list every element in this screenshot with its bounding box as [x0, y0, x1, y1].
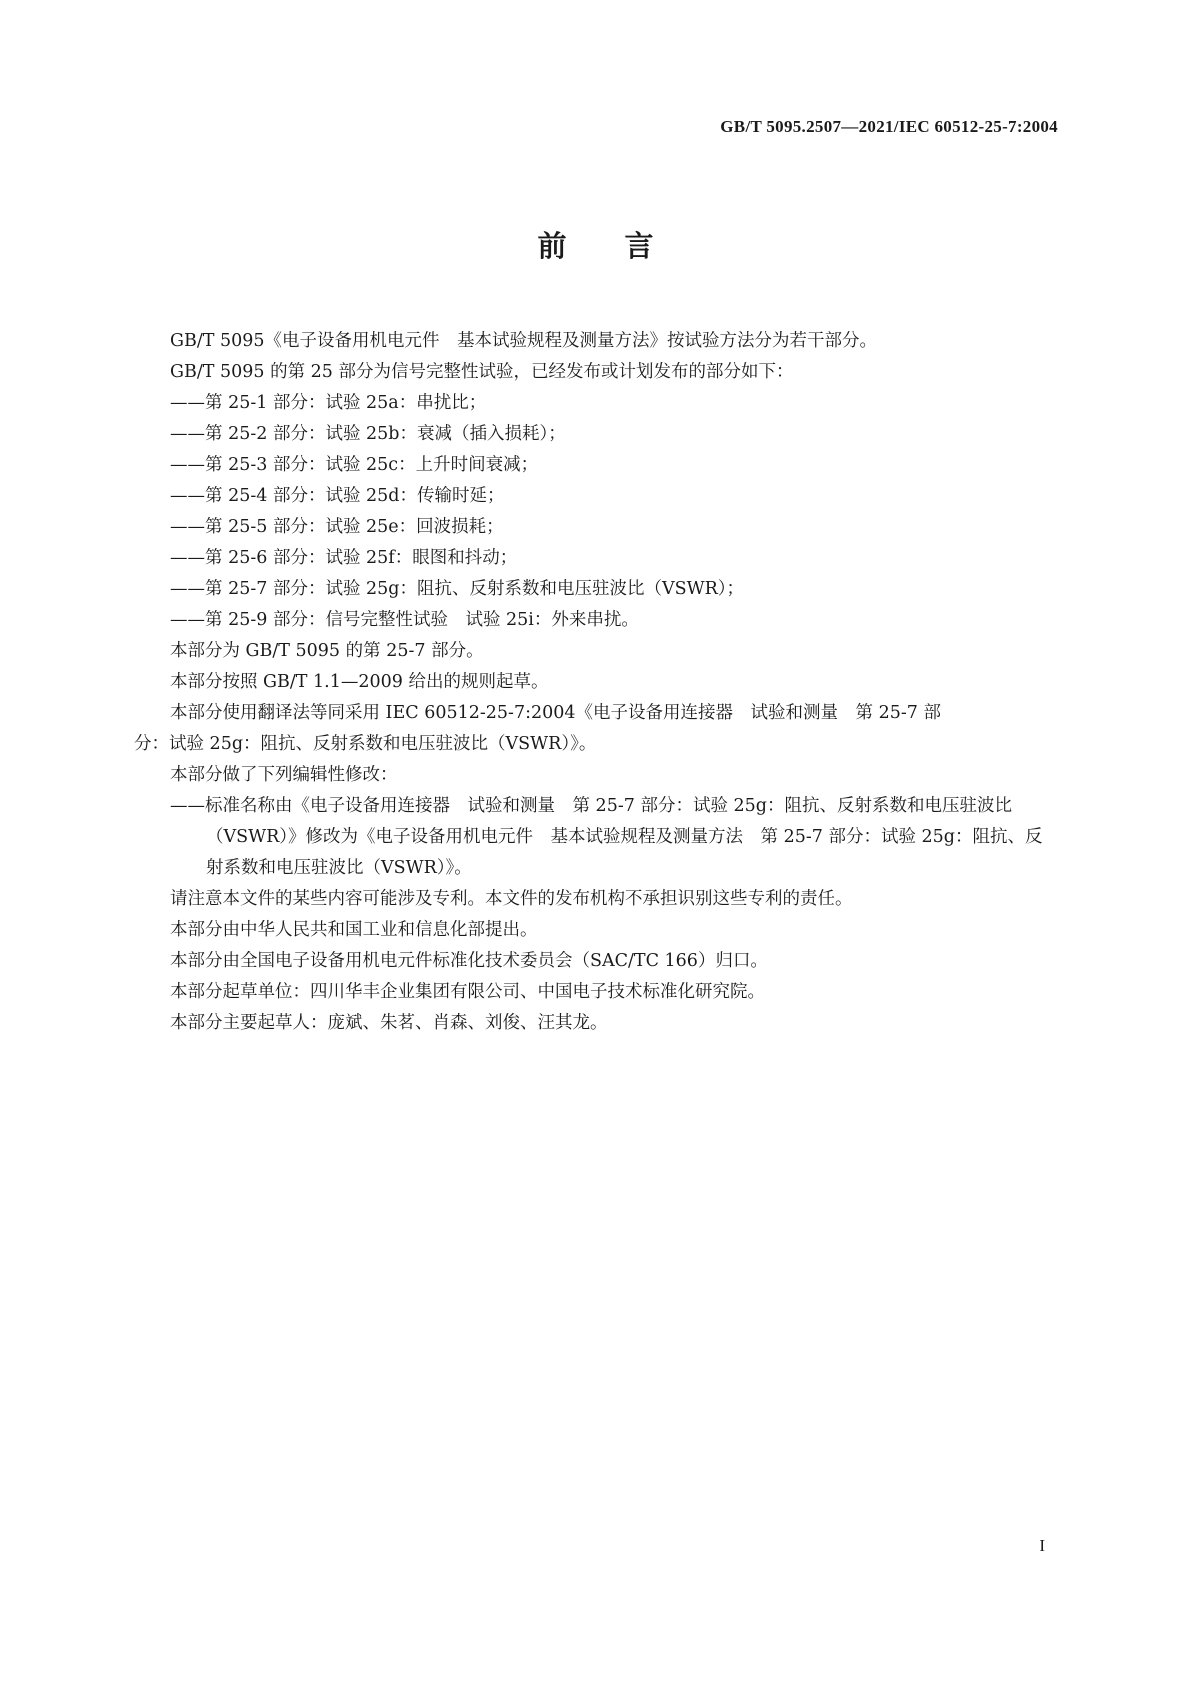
- paragraph-drafters: 本部分主要起草人：庞斌、朱茗、肖森、刘俊、汪其龙。: [170, 1013, 608, 1033]
- standard-number-header: GB/T 5095.2507—2021/IEC 60512-25-7:2004: [720, 117, 1058, 136]
- list-item: ——第 25-7 部分：试验 25g：阻抗、反射系数和电压驻波比（VSWR）；: [170, 579, 745, 599]
- list-item: ——第 25-5 部分：试验 25e：回波损耗；: [170, 517, 504, 537]
- editorial-change-item: ——标准名称由《电子设备用连接器 试验和测量 第 25-7 部分：试验 25g：阻抗、反射系数和电压驻波比（VSWR）》修改为《电子设备用机电元件 基本试验规程及测量方法 第 25-7 部分：试验 25g：阻抗、反射系数和电压驻波比（VSWR）》。: [170, 796, 1043, 878]
- paragraph-committee: 本部分由全国电子设备用机电元件标准化技术委员会（SAC/TC 166）归口。: [170, 951, 768, 971]
- paragraph-translation-line1: 本部分使用翻译法等同采用 IEC 60512-25-7:2004《电子设备用连接器 试验和测量 第 25-7 部: [170, 703, 941, 723]
- list-item: ——第 25-9 部分：信号完整性试验 试验 25i：外来串扰。: [170, 610, 639, 630]
- paragraph-proposer: 本部分由中华人民共和国工业和信息化部提出。: [170, 920, 538, 940]
- paragraph-series-intro: GB/T 5095《电子设备用机电元件 基本试验规程及测量方法》按试验方法分为若干部分。: [170, 331, 878, 351]
- title-char-1: 前: [537, 229, 567, 263]
- paragraph-translation-line2: 分：试验 25g：阻抗、反射系数和电压驻波比（VSWR）》。: [134, 734, 597, 754]
- paragraph-this-part: 本部分为 GB/T 5095 的第 25-7 部分。: [170, 641, 484, 661]
- paragraph-editorial-changes: 本部分做了下列编辑性修改：: [170, 765, 398, 785]
- paragraph-patent-notice: 请注意本文件的某些内容可能涉及专利。本文件的发布机构不承担识别这些专利的责任。: [170, 889, 853, 909]
- title-char-2: 言: [624, 229, 654, 263]
- list-item: ——第 25-6 部分：试验 25f：眼图和抖动；: [170, 548, 518, 568]
- page-number: I: [1039, 1536, 1045, 1555]
- paragraph-drafting-units: 本部分起草单位：四川华丰企业集团有限公司、中国电子技术标准化研究院。: [170, 982, 765, 1002]
- list-item: ——第 25-3 部分：试验 25c：上升时间衰减；: [170, 455, 539, 475]
- list-item: ——第 25-2 部分：试验 25b：衰减（插入损耗）；: [170, 424, 566, 444]
- list-item: ——第 25-4 部分：试验 25d：传输时延；: [170, 486, 505, 506]
- paragraph-part25-intro: GB/T 5095 的第 25 部分为信号完整性试验，已经发布或计划发布的部分如下：: [170, 362, 794, 382]
- list-item: ——第 25-1 部分：试验 25a：串扰比；: [170, 393, 487, 413]
- paragraph-drafting-rules: 本部分按照 GB/T 1.1—2009 给出的规则起草。: [170, 672, 549, 692]
- page-title: [0, 224, 1191, 265]
- foreword-body: [134, 326, 1059, 1039]
